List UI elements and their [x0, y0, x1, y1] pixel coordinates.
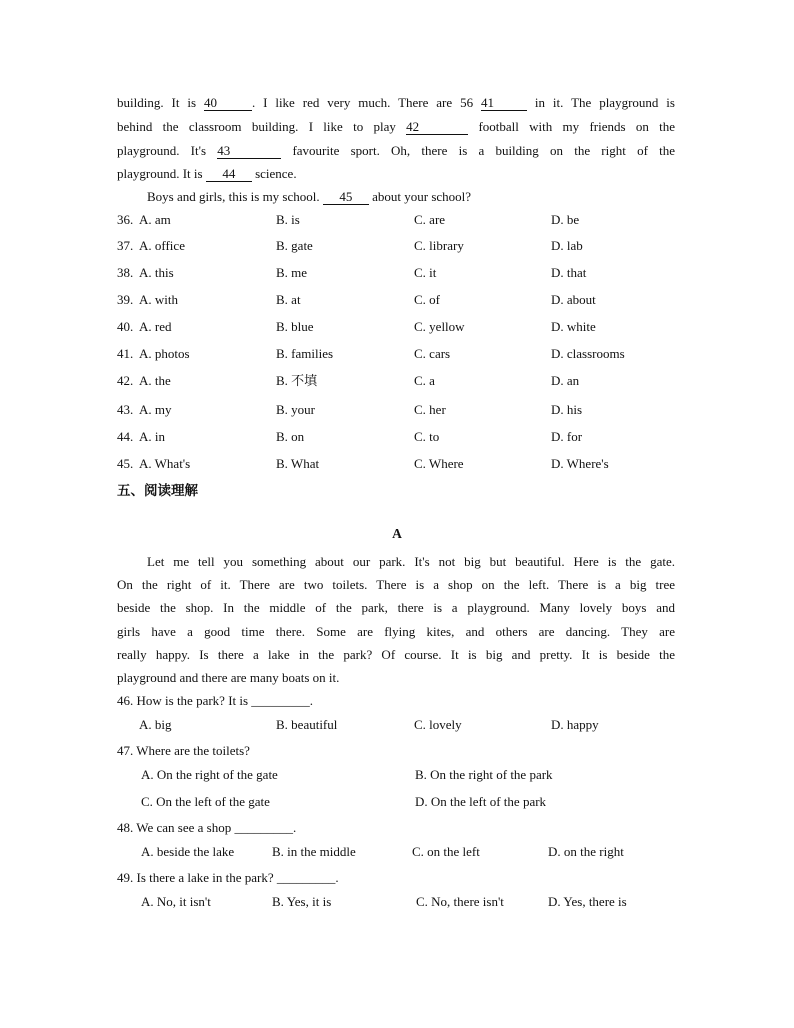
option-c: C. of	[414, 292, 440, 307]
option-a: A. big	[139, 717, 172, 732]
passage-line-4: girls have a good time there. Some are flying kites, and others are dancing. They are	[117, 624, 675, 639]
option-a: A. with	[139, 292, 178, 307]
option-row-44	[117, 428, 677, 446]
option-a: A. the	[139, 373, 171, 388]
text-segment: playground. It's	[117, 143, 218, 158]
option-row-45	[117, 455, 677, 473]
option-row-42	[117, 372, 677, 390]
option-c: C. lovely	[414, 717, 462, 732]
question-47-options-2	[117, 793, 677, 811]
blank-43: 43	[217, 144, 281, 159]
option-c: C. it	[414, 265, 437, 280]
option-b: B. your	[276, 402, 315, 417]
option-a: A. photos	[139, 346, 190, 361]
option-a: A. my	[139, 402, 172, 417]
option-num: 40.	[117, 319, 134, 334]
blank-44: 44	[206, 167, 252, 182]
question-49: 49. Is there a lake in the park? _________.	[117, 870, 339, 885]
option-a: A. On the right of the gate	[141, 767, 278, 782]
text-segment: building. It is	[117, 95, 204, 110]
option-b: B. 不填	[276, 373, 318, 388]
option-c: C. are	[414, 212, 446, 227]
option-row-40	[117, 318, 677, 336]
option-c: C. Where	[414, 456, 464, 471]
option-c: C. library	[414, 238, 464, 253]
cloze-line-3	[117, 143, 675, 159]
blank-41: 41	[481, 96, 527, 111]
option-a: A. beside the lake	[141, 844, 235, 859]
text-segment: Boys and girls, this is my school.	[147, 189, 323, 204]
option-a: A. What's	[139, 456, 191, 471]
option-a: A. red	[139, 319, 172, 334]
passage-line-2: On the right of it. There are two toilets. There is a shop on the left. There is a big tree	[117, 577, 675, 592]
option-row-41	[117, 345, 677, 363]
blank-40: 40	[204, 96, 252, 111]
passage-line-5: really happy. Is there a lake in the park? Of course. It is big and pretty. It is beside the	[117, 647, 675, 662]
passage-line-1: Let me tell you something about our park. It's not big but beautiful. Here is the gate.	[147, 554, 675, 569]
option-c: C. on the left	[412, 844, 480, 859]
option-b: B. What	[276, 456, 320, 471]
question-48-options	[117, 843, 677, 861]
cloze-line-4	[117, 166, 297, 182]
option-a: A. in	[139, 429, 165, 444]
option-b: B. families	[276, 346, 334, 361]
option-d: D. On the left of the park	[415, 794, 547, 809]
cloze-line-5	[147, 189, 471, 205]
cloze-line-2	[117, 119, 675, 135]
option-d: D. on the right	[548, 844, 624, 859]
option-c: C. On the left of the gate	[141, 794, 270, 809]
option-row-39	[117, 291, 677, 309]
option-row-43	[117, 401, 677, 419]
option-c: C. No, there isn't	[416, 894, 504, 909]
option-num: 36.	[117, 212, 134, 227]
option-c: C. yellow	[414, 319, 465, 334]
text-segment: about your school?	[368, 189, 472, 204]
option-b: B. Yes, it is	[272, 894, 332, 909]
cloze-line-1	[117, 95, 675, 111]
option-num: 44.	[117, 429, 134, 444]
question-48: 48. We can see a shop _________.	[117, 820, 297, 835]
option-num: 45.	[117, 456, 134, 471]
blank-42: 42	[406, 120, 468, 135]
question-46: 46. How is the park? It is _________.	[117, 693, 314, 708]
passage-line-3: beside the shop. In the middle of the park, there is a playground. Many lovely boys and	[117, 600, 675, 615]
option-b: B. gate	[276, 238, 313, 253]
option-num: 39.	[117, 292, 134, 307]
option-d: D. that	[551, 265, 587, 280]
option-b: B. at	[276, 292, 301, 307]
option-b: B. in the middle	[272, 844, 356, 859]
option-b: B. is	[276, 212, 300, 227]
option-d: D. Where's	[551, 456, 609, 471]
option-row-37	[117, 237, 677, 255]
option-num: 41.	[117, 346, 134, 361]
option-num: 37.	[117, 238, 134, 253]
option-num: 42.	[117, 373, 134, 388]
section-title: 五、阅读理解	[117, 483, 198, 499]
option-c: C. to	[414, 429, 440, 444]
blank-45: 45	[323, 190, 369, 205]
question-49-options	[117, 893, 677, 911]
option-c: C. cars	[414, 346, 451, 361]
option-d: D. be	[551, 212, 580, 227]
question-47: 47. Where are the toilets?	[117, 743, 250, 758]
option-a: A. this	[139, 265, 174, 280]
option-a: A. No, it isn't	[141, 894, 211, 909]
option-num: 38.	[117, 265, 134, 280]
question-46-options	[117, 716, 677, 734]
option-d: D. happy	[551, 717, 599, 732]
passage-line-6: playground and there are many boats on it.	[117, 670, 340, 685]
option-d: D. white	[551, 319, 596, 334]
option-d: D. his	[551, 402, 583, 417]
option-b: B. On the right of the park	[415, 767, 553, 782]
option-b: B. blue	[276, 319, 314, 334]
question-47-options-1	[117, 766, 677, 784]
option-row-36	[117, 211, 677, 229]
text-segment: . I like red very much. There are 56	[251, 95, 481, 110]
option-d: D. for	[551, 429, 583, 444]
option-d: D. an	[551, 373, 580, 388]
option-d: D. lab	[551, 238, 583, 253]
option-c: C. her	[414, 402, 446, 417]
text-segment: favourite sport. Oh, there is a building on the right of the	[281, 143, 675, 158]
text-segment: science.	[251, 166, 297, 181]
option-b: B. on	[276, 429, 305, 444]
option-a: A. office	[139, 238, 185, 253]
option-a: A. am	[139, 212, 171, 227]
option-b: B. me	[276, 265, 308, 280]
option-d: D. about	[551, 292, 596, 307]
option-num: 43.	[117, 402, 134, 417]
option-d: D. classrooms	[551, 346, 625, 361]
text-segment: behind the classroom building. I like to play	[117, 119, 407, 134]
option-row-38	[117, 264, 677, 282]
passage-label: A	[392, 526, 402, 541]
text-segment: in it. The playground is	[526, 95, 675, 110]
option-b: B. beautiful	[276, 717, 338, 732]
option-d: D. Yes, there is	[548, 894, 627, 909]
text-segment: football with my friends on the	[468, 119, 675, 134]
text-segment: playground. It is	[117, 166, 206, 181]
option-c: C. a	[414, 373, 435, 388]
